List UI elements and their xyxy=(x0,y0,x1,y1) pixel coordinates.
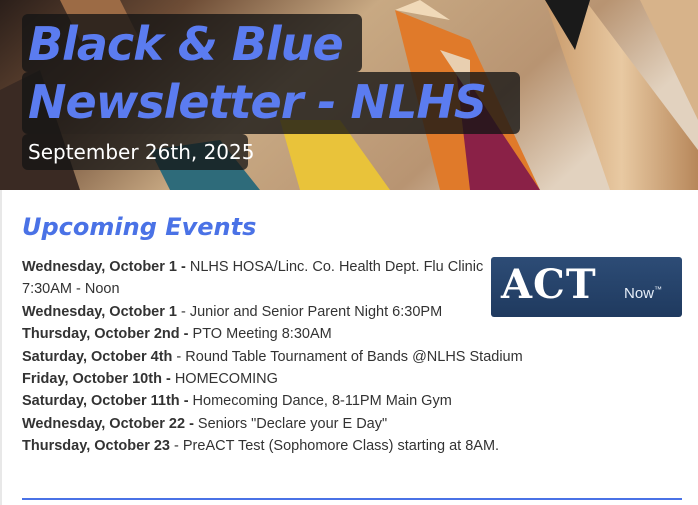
event-date: Saturday, October 4th xyxy=(22,348,173,365)
event-desc: NLHS HOSA/Linc. Co. Health Dept. Flu Clinic 7:30AM - Noon xyxy=(22,259,484,298)
event-item xyxy=(22,413,492,435)
newsletter-title-line2: Newsletter - NLHS xyxy=(28,75,486,129)
event-item xyxy=(22,301,492,323)
event-desc: Seniors "Declare your E Day" xyxy=(193,415,388,432)
events-list xyxy=(22,256,523,458)
event-date: Friday, October 10th - xyxy=(22,371,171,388)
newsletter-title-line1: Black & Blue xyxy=(28,17,343,71)
event-desc: - Junior and Senior Parent Night 6:30PM xyxy=(176,303,443,320)
upcoming-events-section xyxy=(0,190,698,505)
act-logo-word: ACT xyxy=(501,261,597,308)
event-date: Thursday, October 2nd - xyxy=(22,326,189,343)
event-item xyxy=(22,256,492,301)
section-heading: Upcoming Events xyxy=(22,213,257,241)
event-desc: - Round Table Tournament of Bands @NLHS Stadium xyxy=(172,348,523,365)
header-banner xyxy=(0,0,698,190)
event-item xyxy=(22,435,542,457)
section-divider xyxy=(22,498,682,500)
event-item xyxy=(22,390,492,412)
act-logo-now: Now™ xyxy=(624,285,663,302)
event-item xyxy=(22,346,542,368)
event-date: Thursday, October 23 xyxy=(22,438,170,455)
act-now-logo[interactable] xyxy=(491,257,682,317)
event-date: Wednesday, October 22 - xyxy=(22,415,194,432)
event-date: Saturday, October 11th - xyxy=(22,393,189,410)
event-desc: HOMECOMING xyxy=(170,371,278,388)
event-date: Wednesday, October 1 - xyxy=(22,259,186,275)
event-date: Wednesday, October 1 xyxy=(22,303,177,320)
event-desc: Homecoming Dance, 8-11PM Main Gym xyxy=(188,393,452,410)
newsletter-date: September 26th, 2025 xyxy=(28,140,255,164)
event-desc: - PreACT Test (Sophomore Class) starting at 8AM. xyxy=(170,438,500,455)
event-item xyxy=(22,368,492,390)
event-desc: PTO Meeting 8:30AM xyxy=(188,326,332,343)
event-item xyxy=(22,323,492,345)
